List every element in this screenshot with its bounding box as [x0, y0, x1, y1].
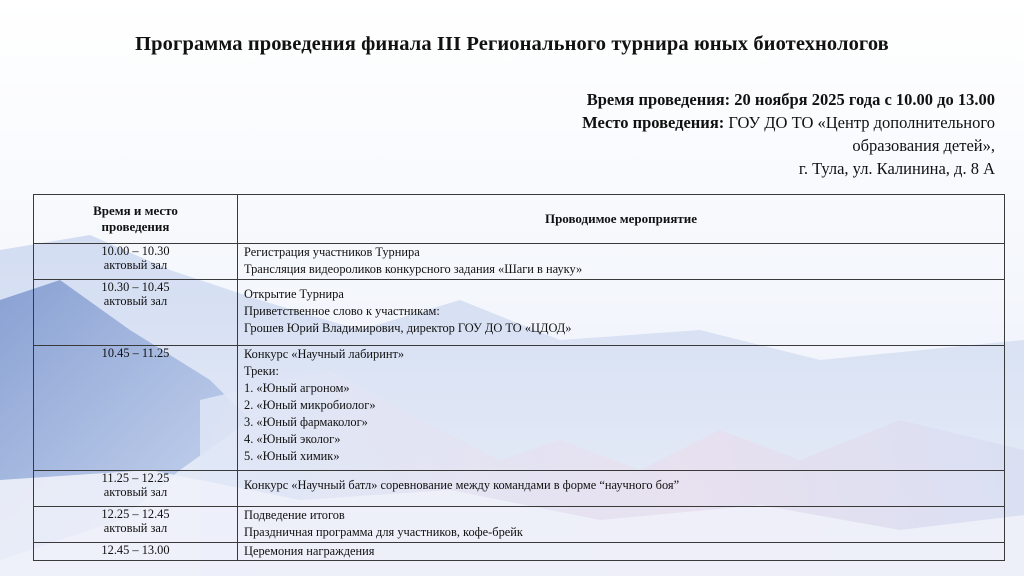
- header-time-place-line2: проведения: [101, 219, 170, 234]
- time-place-cell: [34, 346, 238, 471]
- event-line: Подведение итогов: [244, 508, 345, 522]
- event-line: Церемония награждения: [244, 544, 375, 558]
- event-cell: [238, 507, 1005, 543]
- time-place-cell: [34, 471, 238, 507]
- event-line: Приветственное слово к участникам:: [244, 304, 440, 318]
- event-cell: [238, 543, 1005, 561]
- time-range: 10.45 – 11.25: [101, 346, 170, 360]
- time-place-cell: [34, 507, 238, 543]
- table-row: [34, 471, 1005, 507]
- event-cell: [238, 244, 1005, 280]
- event-line: 5. «Юный химик»: [244, 449, 340, 463]
- time-range: 10.30 – 10.45: [101, 280, 170, 294]
- table-header-row: [34, 195, 1005, 244]
- program-table: [33, 194, 1005, 561]
- event-line: 4. «Юный эколог»: [244, 432, 341, 446]
- table-row: [34, 244, 1005, 280]
- table-row: [34, 543, 1005, 561]
- time-range: 12.25 – 12.45: [101, 507, 170, 521]
- event-cell: [238, 280, 1005, 346]
- event-cell: [238, 471, 1005, 507]
- event-place-line: [582, 111, 995, 134]
- event-place-line1: ГОУ ДО ТО «Центр дополнительного: [724, 113, 995, 132]
- event-line: Конкурс «Научный батл» соревнование между командами в форме “научного боя”: [244, 478, 680, 492]
- time-place-cell: [34, 543, 238, 561]
- venue: актовый зал: [103, 521, 168, 535]
- header-time-place-line1: Время и место: [93, 203, 178, 218]
- event-line: Треки:: [244, 364, 279, 378]
- venue: актовый зал: [103, 258, 168, 272]
- event-line: 3. «Юный фармаколог»: [244, 415, 368, 429]
- event-line: Трансляция видеороликов конкурсного задания «Шаги в науку»: [244, 262, 583, 276]
- table-row: [34, 280, 1005, 346]
- event-info: [582, 88, 995, 180]
- event-line: Открытие Турнира: [244, 287, 344, 301]
- event-time-label: Время проведения:: [586, 90, 731, 109]
- event-line: Конкурс «Научный лабиринт»: [244, 347, 405, 361]
- event-place-label: Место проведения:: [582, 113, 725, 132]
- time-place-cell: [34, 280, 238, 346]
- table-row: [34, 346, 1005, 471]
- time-range: 12.45 – 13.00: [101, 543, 170, 557]
- event-time-line: [582, 88, 995, 111]
- event-line: Праздничная программа для участников, кофе-брейк: [244, 525, 523, 539]
- event-line: 1. «Юный агроном»: [244, 381, 350, 395]
- event-line: Регистрация участников Турнира: [244, 245, 420, 259]
- header-event: Проводимое мероприятие: [238, 195, 1005, 244]
- time-place-cell: [34, 244, 238, 280]
- table-row: [34, 507, 1005, 543]
- event-cell: [238, 346, 1005, 471]
- event-place-line2: образования детей»,: [852, 136, 995, 155]
- venue: актовый зал: [103, 294, 168, 308]
- page-title: Программа проведения финала III Регионального турнира юных биотехнологов: [135, 33, 889, 55]
- event-line: 2. «Юный микробиолог»: [244, 398, 376, 412]
- program-table-body: [34, 244, 1005, 561]
- header-time-place: [34, 195, 238, 244]
- event-time-value: 20 ноября 2025 года с 10.00 до 13.00: [730, 90, 995, 109]
- time-range: 10.00 – 10.30: [101, 244, 170, 258]
- time-range: 11.25 – 12.25: [101, 471, 170, 485]
- event-line: Грошев Юрий Владимирович, директор ГОУ ДО ТО «ЦДОД»: [244, 321, 572, 335]
- venue: актовый зал: [103, 485, 168, 499]
- event-place-line3: г. Тула, ул. Калинина, д. 8 А: [798, 159, 995, 178]
